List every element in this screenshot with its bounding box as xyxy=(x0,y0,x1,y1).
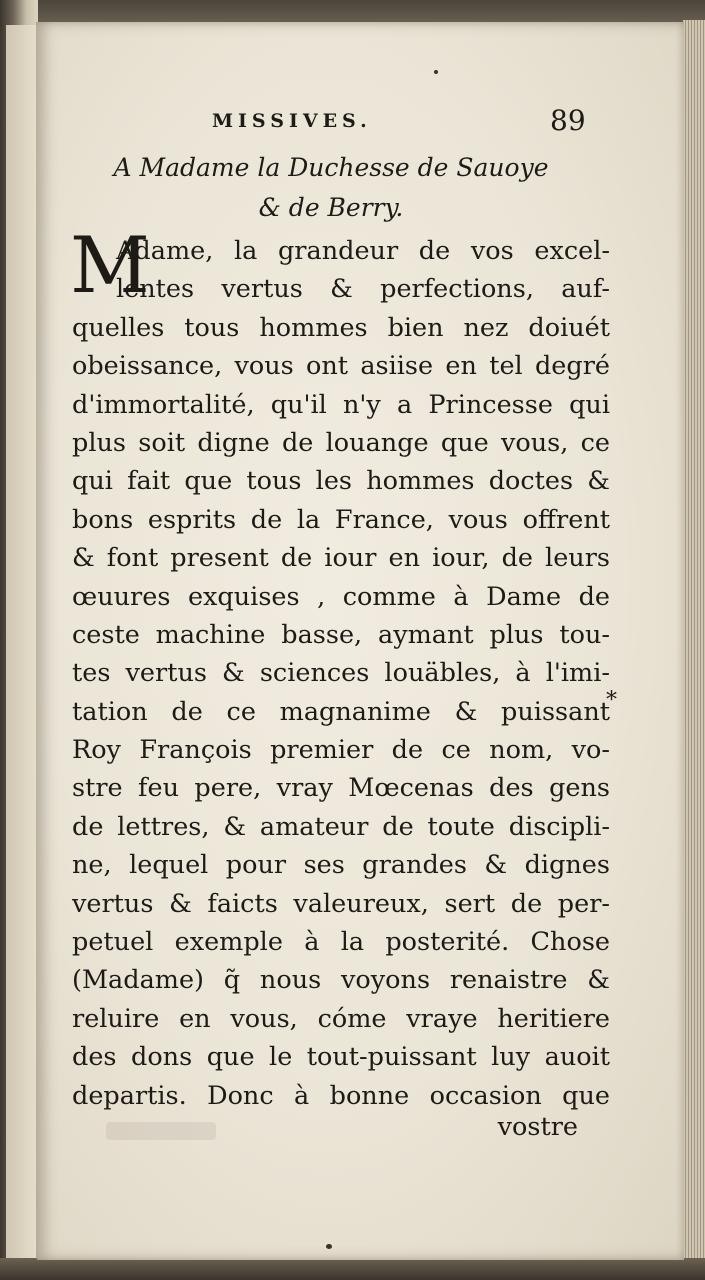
text-line: obeissance, vous ont asiise en tel degré xyxy=(72,351,610,382)
text-line: quelles tous hommes bien nez doiuét xyxy=(72,312,610,343)
letter-heading-line-1: A Madame la Duchesse de Sauoye xyxy=(113,153,549,182)
text-line: qui fait que tous les hommes doctes & xyxy=(72,466,610,497)
letter-body xyxy=(72,232,610,1115)
text-line: des dons que le tout-puissant luy auoit xyxy=(72,1042,610,1073)
page-edges xyxy=(683,20,705,1265)
bottom-shadow xyxy=(0,1258,705,1280)
page-number: 89 xyxy=(550,104,586,137)
text-line: & font present de iour en iour, de leurs xyxy=(72,543,610,574)
text-line: petuel exemple à la posterité. Chose xyxy=(72,927,610,958)
catchword: vostre xyxy=(497,1112,578,1142)
text-line: ceste machine basse, aymant plus tou- xyxy=(72,619,610,650)
text-line: (Madame) q̃ nous voyons renaistre & xyxy=(72,965,610,996)
text-line: bons esprits de la France, vous offrent xyxy=(72,504,610,535)
text-line: vertus & faicts valeureux, sert de per- xyxy=(72,888,610,919)
text-line: tes vertus & sciences louäbles, à l'imi- xyxy=(72,658,610,689)
facing-page-edge xyxy=(6,25,37,1265)
text-line: tation de ce magnanime & puissant xyxy=(72,696,610,727)
show-through-stain xyxy=(106,1122,216,1140)
letter-heading-line-2: & de Berry. xyxy=(258,193,404,222)
text-line: œuures exquises , comme à Dame de xyxy=(72,581,610,612)
book-page xyxy=(36,22,684,1260)
running-head: MISSIVES. xyxy=(212,110,372,132)
text-line: lentes vertus & perfections, auf- xyxy=(116,274,610,305)
text-line: plus soit digne de louange que vous, ce xyxy=(72,427,610,458)
drop-cap: M xyxy=(70,221,150,311)
text-line: d'immortalité, qu'il n'y a Princesse qui xyxy=(72,389,610,420)
margin-asterisk: * xyxy=(606,688,617,713)
text-line: departis. Donc à bonne occasion que xyxy=(72,1080,610,1111)
text-line: de lettres, & amateur de toute discipli- xyxy=(72,811,610,842)
text-line: Adame, la grandeur de vos excel- xyxy=(116,236,610,266)
text-line: stre feu pere, vray Mœcenas des gens xyxy=(72,773,610,804)
ink-speck xyxy=(326,1244,332,1249)
text-line: reluire en vous, cóme vraye heritiere xyxy=(72,1003,610,1034)
text-line: Roy François premier de ce nom, vo- xyxy=(72,735,610,766)
text-line: ne, lequel pour ses grandes & dignes xyxy=(72,850,610,881)
ink-speck xyxy=(434,70,438,74)
